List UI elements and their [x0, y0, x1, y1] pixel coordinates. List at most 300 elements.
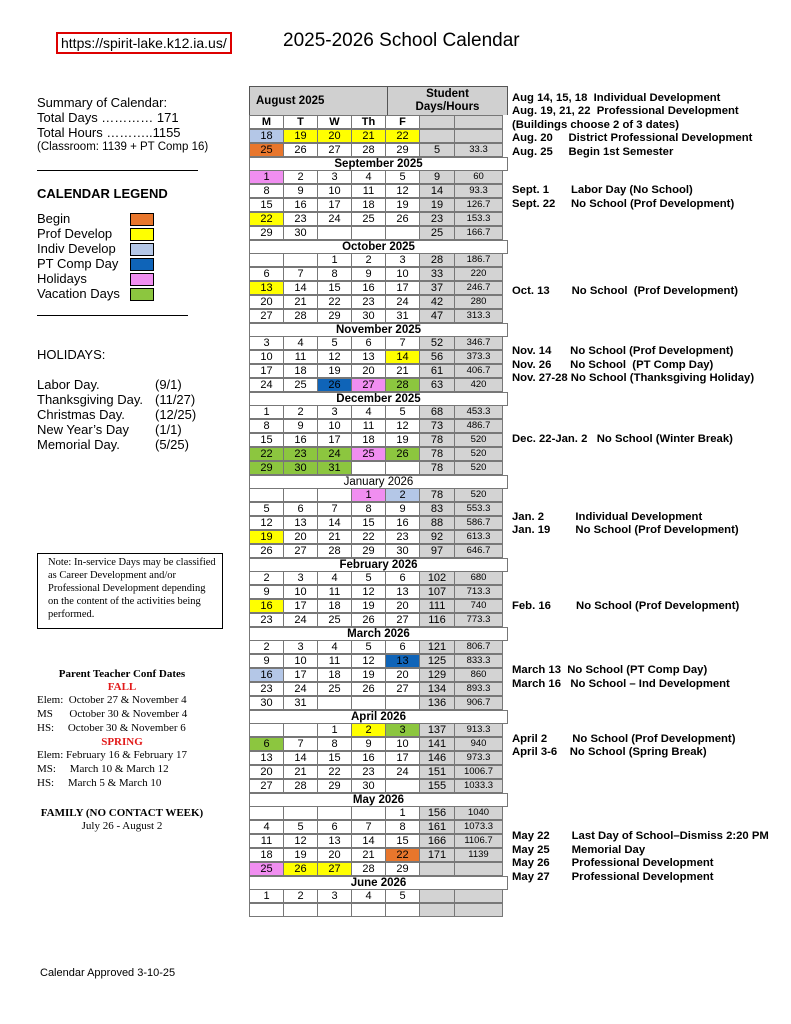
day-cell: 3 [283, 571, 318, 585]
week-row [249, 751, 508, 765]
month-label: December 2025 [249, 392, 508, 406]
week-row [249, 281, 508, 295]
day-cell [317, 903, 352, 917]
day-cell: 18 [283, 364, 318, 378]
student-days-cell: 68 [419, 405, 455, 419]
student-hours-cell: 153.3 [454, 212, 503, 226]
student-hours-cell: 453.3 [454, 405, 503, 419]
legend-item [37, 256, 157, 271]
day-cell [283, 806, 318, 820]
student-days-cell: 92 [419, 530, 455, 544]
day-cell: 18 [249, 129, 284, 143]
day-cell: 9 [283, 184, 318, 198]
day-cell: 3 [385, 253, 420, 267]
student-hours-cell: 126.7 [454, 198, 503, 212]
day-cell: 15 [385, 834, 420, 848]
student-hours-cell: 906.7 [454, 696, 503, 710]
weekday-header: T [283, 115, 318, 129]
student-hours-cell: 520 [454, 447, 503, 461]
student-days-cell: 33 [419, 267, 455, 281]
day-cell: 16 [351, 751, 386, 765]
day-cell: 6 [385, 640, 420, 654]
day-cell: 25 [249, 862, 284, 876]
day-cell: 13 [351, 350, 386, 364]
day-cell: 17 [283, 599, 318, 613]
student-hours-cell: 520 [454, 433, 503, 447]
day-cell: 1 [317, 723, 352, 737]
student-hours-cell: 313.3 [454, 309, 503, 323]
day-cell: 24 [385, 765, 420, 779]
holiday-item [37, 422, 207, 437]
student-days-cell: 73 [419, 419, 455, 433]
student-days-cell [419, 889, 455, 903]
student-hours-cell: 833.3 [454, 654, 503, 668]
student-hours-cell: 553.3 [454, 502, 503, 516]
student-days-cell: 121 [419, 640, 455, 654]
day-cell: 24 [317, 212, 352, 226]
day-cell: 12 [317, 350, 352, 364]
student-hours-cell: 860 [454, 668, 503, 682]
day-cell: 31 [317, 461, 352, 475]
week-row [249, 129, 508, 143]
day-cell: 15 [317, 751, 352, 765]
week-row [249, 405, 508, 419]
student-days-cell: 37 [419, 281, 455, 295]
day-cell: 17 [249, 364, 284, 378]
day-cell [317, 488, 352, 502]
day-cell: 26 [283, 862, 318, 876]
student-hours-cell: 520 [454, 461, 503, 475]
day-cell: 13 [385, 654, 420, 668]
day-cell: 7 [317, 502, 352, 516]
student-days-cell: 137 [419, 723, 455, 737]
week-row [249, 585, 508, 599]
stats-header [388, 87, 507, 116]
student-days-cell: 14 [419, 184, 455, 198]
day-cell [249, 903, 284, 917]
day-cell: 21 [385, 364, 420, 378]
student-hours-cell: 520 [454, 488, 503, 502]
student-days-cell: 52 [419, 336, 455, 350]
day-cell: 26 [385, 212, 420, 226]
student-days-cell: 47 [419, 309, 455, 323]
day-cell: 19 [249, 530, 284, 544]
day-cell: 10 [283, 654, 318, 668]
day-cell: 20 [385, 668, 420, 682]
student-days-cell [419, 862, 455, 876]
student-days-cell: 25 [419, 226, 455, 240]
day-cell: 8 [249, 419, 284, 433]
day-cell: 1 [249, 170, 284, 184]
ptc-row: HS: March 5 & March 10 [37, 777, 162, 789]
holiday-item [37, 392, 207, 407]
day-cell: 30 [351, 779, 386, 793]
student-hours-cell: 406.7 [454, 364, 503, 378]
day-cell: 8 [351, 502, 386, 516]
day-cell: 2 [283, 889, 318, 903]
legend-label: PT Comp Day [37, 256, 119, 271]
day-cell: 29 [317, 309, 352, 323]
day-cell: 5 [283, 820, 318, 834]
student-days-cell: 171 [419, 848, 455, 862]
student-hours-cell: 940 [454, 737, 503, 751]
day-cell [385, 696, 420, 710]
day-cell: 20 [283, 530, 318, 544]
ptc-fall-heading: FALL [107, 681, 137, 693]
legend-swatch [130, 243, 154, 256]
student-days-cell: 5 [419, 143, 455, 157]
student-hours-cell: 1073.3 [454, 820, 503, 834]
holiday-name: New Year’s Day [37, 422, 130, 437]
calendar-event: April 3-6 No School (Spring Break) [512, 746, 707, 758]
day-cell: 26 [351, 682, 386, 696]
day-cell: 17 [283, 668, 318, 682]
day-cell: 11 [317, 585, 352, 599]
student-days-cell: 134 [419, 682, 455, 696]
week-row [249, 309, 508, 323]
day-cell: 6 [317, 820, 352, 834]
inservice-note: Note: In-service Days may be classified as Career Development and/or Professional Development depending on the content of the activities being performed. [37, 553, 223, 629]
day-cell: 5 [385, 170, 420, 184]
student-days-cell: 116 [419, 613, 455, 627]
student-hours-cell: 246.7 [454, 281, 503, 295]
calendar-header [249, 86, 508, 115]
calendar-summary [37, 95, 208, 155]
day-cell: 14 [283, 281, 318, 295]
holiday-item [37, 437, 207, 452]
student-hours-cell: 1139 [454, 848, 503, 862]
day-cell: 1 [317, 253, 352, 267]
day-cell: 29 [317, 779, 352, 793]
parent-teacher-conf [37, 668, 207, 833]
day-cell: 27 [249, 779, 284, 793]
student-days-cell: 63 [419, 378, 455, 392]
student-days-cell: 56 [419, 350, 455, 364]
day-cell: 22 [249, 447, 284, 461]
weekday-header: F [385, 115, 420, 129]
student-hours-cell: 1033.3 [454, 779, 503, 793]
day-cell: 3 [249, 336, 284, 350]
student-days-cell: 155 [419, 779, 455, 793]
day-cell: 20 [317, 129, 352, 143]
holiday-date: (9/1) [155, 377, 182, 392]
student-hours-cell [454, 129, 503, 143]
student-hours-cell: 166.7 [454, 226, 503, 240]
day-cell: 22 [385, 129, 420, 143]
calendar-event: Aug. 25 Begin 1st Semester [512, 146, 674, 158]
legend-label: Begin [37, 211, 71, 226]
week-row [249, 433, 508, 447]
day-cell: 18 [351, 433, 386, 447]
calendar-event: Oct. 13 No School (Prof Development) [512, 285, 738, 297]
holiday-date: (5/25) [155, 437, 189, 452]
ptc-row: MS October 30 & November 4 [37, 708, 188, 720]
student-hours-cell: 773.3 [454, 613, 503, 627]
legend-label: Indiv Develop [37, 241, 116, 256]
calendar-event: May 27 Professional Development [512, 871, 714, 883]
week-row [249, 820, 508, 834]
day-cell: 16 [385, 516, 420, 530]
calendar-event: March 13 No School (PT Comp Day) [512, 664, 708, 676]
week-row [249, 613, 508, 627]
day-cell: 10 [249, 350, 284, 364]
day-cell: 25 [351, 447, 386, 461]
student-days-cell: 102 [419, 571, 455, 585]
holidays-list [37, 377, 207, 452]
day-cell [351, 226, 386, 240]
legend-item [37, 286, 157, 301]
day-cell [317, 696, 352, 710]
weekday-header: M [249, 115, 284, 129]
day-cell: 20 [249, 765, 284, 779]
day-cell: 27 [283, 544, 318, 558]
student-hours-cell: 33.3 [454, 143, 503, 157]
day-cell: 27 [249, 309, 284, 323]
day-cell: 10 [385, 267, 420, 281]
student-days-cell [419, 129, 455, 143]
day-cell: 31 [283, 696, 318, 710]
holiday-date: (11/27) [155, 392, 196, 407]
student-days-cell: 9 [419, 170, 455, 184]
day-cell: 18 [249, 848, 284, 862]
day-cell: 7 [351, 820, 386, 834]
holiday-item [37, 377, 207, 392]
weekday-header-row [249, 115, 508, 129]
day-cell: 31 [385, 309, 420, 323]
day-cell: 25 [351, 212, 386, 226]
student-days-cell: 111 [419, 599, 455, 613]
day-cell: 21 [283, 765, 318, 779]
student-days-cell: 83 [419, 502, 455, 516]
month-label: November 2025 [249, 323, 508, 337]
day-cell: 26 [283, 143, 318, 157]
day-cell: 9 [351, 267, 386, 281]
student-hours-cell: 1106.7 [454, 834, 503, 848]
month-label: May 2026 [249, 793, 508, 807]
day-cell: 29 [249, 226, 284, 240]
week-row [249, 779, 508, 793]
day-cell: 16 [283, 198, 318, 212]
day-cell: 28 [351, 862, 386, 876]
legend-swatch [130, 273, 154, 286]
week-row [249, 253, 508, 267]
day-cell: 17 [385, 751, 420, 765]
student-hours-cell: 913.3 [454, 723, 503, 737]
week-row [249, 226, 508, 240]
day-cell [249, 253, 284, 267]
day-cell: 11 [249, 834, 284, 848]
day-cell: 11 [351, 419, 386, 433]
week-row [249, 378, 508, 392]
day-cell: 5 [249, 502, 284, 516]
day-cell [283, 253, 318, 267]
calendar-event: May 22 Last Day of School–Dismiss 2:20 PM [512, 830, 769, 842]
day-cell: 27 [351, 378, 386, 392]
day-cell: 6 [351, 336, 386, 350]
day-cell: 30 [249, 696, 284, 710]
day-cell: 2 [351, 723, 386, 737]
summary-heading: Summary of Calendar: [37, 95, 168, 110]
day-cell: 9 [249, 654, 284, 668]
week-row [249, 461, 508, 475]
day-cell: 7 [283, 267, 318, 281]
week-row [249, 184, 508, 198]
day-cell: 3 [317, 889, 352, 903]
day-cell: 28 [317, 544, 352, 558]
student-hours-cell: 280 [454, 295, 503, 309]
day-cell [351, 806, 386, 820]
calendar-event: Nov. 14 No School (Prof Development) [512, 345, 734, 357]
day-cell [385, 903, 420, 917]
district-url-link[interactable]: https://spirit-lake.k12.ia.us/ [56, 32, 232, 54]
day-cell: 26 [385, 447, 420, 461]
student-hours-cell: 586.7 [454, 516, 503, 530]
week-row [249, 516, 508, 530]
day-cell: 26 [249, 544, 284, 558]
day-cell: 2 [249, 640, 284, 654]
day-cell: 18 [351, 198, 386, 212]
day-cell: 1 [385, 806, 420, 820]
student-days-cell: 151 [419, 765, 455, 779]
holiday-date: (1/1) [155, 422, 182, 437]
week-row [249, 654, 508, 668]
student-hours-cell [454, 903, 503, 917]
student-hours-cell: 973.3 [454, 751, 503, 765]
day-cell: 10 [317, 184, 352, 198]
day-cell [385, 226, 420, 240]
day-cell: 2 [385, 488, 420, 502]
student-hours-cell: 186.7 [454, 253, 503, 267]
day-cell: 5 [317, 336, 352, 350]
day-cell: 22 [351, 530, 386, 544]
legend-item [37, 241, 157, 256]
day-cell: 6 [385, 571, 420, 585]
day-cell: 28 [385, 378, 420, 392]
holiday-name: Memorial Day. [37, 437, 120, 452]
week-row [249, 903, 508, 917]
day-cell: 6 [249, 267, 284, 281]
student-days-cell: 78 [419, 488, 455, 502]
day-cell: 5 [351, 571, 386, 585]
hours-column-header [454, 115, 503, 129]
student-days-cell: 88 [419, 516, 455, 530]
day-cell: 20 [317, 848, 352, 862]
day-cell: 27 [385, 682, 420, 696]
day-cell: 12 [351, 654, 386, 668]
day-cell: 30 [283, 461, 318, 475]
ptc-spring-heading: SPRING [101, 736, 143, 748]
student-hours-cell: 1040 [454, 806, 503, 820]
ptc-title: Parent Teacher Conf Dates [58, 668, 186, 680]
legend-label: Holidays [37, 271, 87, 286]
family-week-title: FAMILY (NO CONTACT WEEK) [40, 807, 204, 819]
day-cell: 26 [351, 613, 386, 627]
month-label: September 2025 [249, 157, 508, 171]
divider [37, 315, 188, 316]
day-cell: 12 [385, 184, 420, 198]
days-column-header [419, 115, 455, 129]
week-row [249, 336, 508, 350]
day-cell: 13 [283, 516, 318, 530]
month-label: February 2026 [249, 558, 508, 572]
student-hours-cell: 373.3 [454, 350, 503, 364]
day-cell: 29 [249, 461, 284, 475]
day-cell: 3 [385, 723, 420, 737]
day-cell: 4 [317, 571, 352, 585]
calendar-event: Aug 14, 15, 18 Individual Development [512, 92, 721, 104]
holidays-title: HOLIDAYS: [37, 347, 106, 362]
day-cell: 25 [317, 613, 352, 627]
student-days-cell: 19 [419, 198, 455, 212]
day-cell: 16 [351, 281, 386, 295]
week-row [249, 599, 508, 613]
day-cell: 11 [351, 184, 386, 198]
day-cell: 14 [283, 751, 318, 765]
day-cell: 4 [351, 889, 386, 903]
day-cell: 21 [283, 295, 318, 309]
day-cell [249, 806, 284, 820]
calendar-event: Nov. 26 No School (PT Comp Day) [512, 359, 714, 371]
day-cell: 21 [317, 530, 352, 544]
week-row [249, 889, 508, 903]
day-cell: 24 [385, 295, 420, 309]
ptc-row: MS: March 10 & March 12 [37, 763, 169, 775]
day-cell: 22 [249, 212, 284, 226]
family-week-dates: July 26 - August 2 [81, 820, 163, 832]
day-cell: 21 [351, 129, 386, 143]
day-cell [283, 723, 318, 737]
day-cell: 15 [317, 281, 352, 295]
student-hours-cell [454, 889, 503, 903]
day-cell: 3 [317, 170, 352, 184]
day-cell: 23 [385, 530, 420, 544]
day-cell: 10 [385, 737, 420, 751]
day-cell: 18 [317, 668, 352, 682]
week-row [249, 862, 508, 876]
student-hours-cell: 220 [454, 267, 503, 281]
day-cell: 23 [351, 765, 386, 779]
student-hours-cell: 486.7 [454, 419, 503, 433]
student-days-cell: 61 [419, 364, 455, 378]
student-days-cell: 28 [419, 253, 455, 267]
student-days-cell: 78 [419, 433, 455, 447]
day-cell: 13 [385, 585, 420, 599]
calendar-event: Aug. 19, 21, 22 Professional Development [512, 105, 739, 117]
day-cell: 15 [249, 198, 284, 212]
day-cell: 10 [283, 585, 318, 599]
day-cell: 2 [249, 571, 284, 585]
week-row [249, 170, 508, 184]
day-cell: 6 [283, 502, 318, 516]
day-cell: 12 [385, 419, 420, 433]
day-cell: 22 [385, 848, 420, 862]
week-row [249, 295, 508, 309]
week-row [249, 267, 508, 281]
approval-note: Calendar Approved 3-10-25 [40, 967, 176, 979]
day-cell: 12 [249, 516, 284, 530]
week-row [249, 848, 508, 862]
month-label: April 2026 [249, 710, 508, 724]
legend-item [37, 271, 157, 286]
student-hours-cell: 893.3 [454, 682, 503, 696]
calendar-event: (Buildings choose 2 of 3 dates) [512, 119, 679, 131]
day-cell: 19 [385, 198, 420, 212]
student-hours-cell: 420 [454, 378, 503, 392]
calendar-event: Sept. 1 Labor Day (No School) [512, 184, 693, 196]
day-cell [351, 903, 386, 917]
legend-swatch [130, 258, 154, 271]
legend-item [37, 211, 157, 226]
